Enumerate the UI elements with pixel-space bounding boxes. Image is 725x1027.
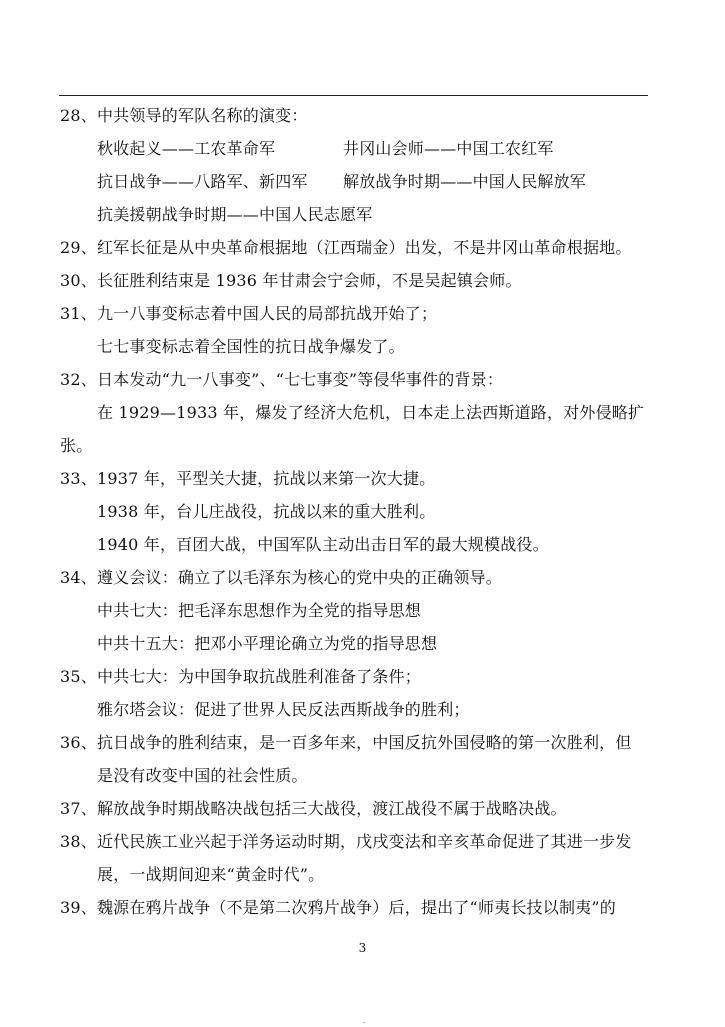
page-number: 3 [358, 941, 367, 955]
item-38: 38、近代民族工业兴起于洋务运动时期，戊戌变法和辛亥革命促进了其进一步发 [60, 832, 632, 851]
item-35-b: 雅尔塔会议：促进了世界人民反法西斯战争的胜利； [97, 700, 470, 719]
item-28-a: 秋收起义——工农革命军 [97, 139, 276, 158]
item-35: 35、中共七大：为中国争取抗战胜利准备了条件； [60, 667, 421, 686]
item-28-c: 抗日战争——八路军、新四军 [97, 172, 308, 191]
item-32-c: 张。 [60, 436, 93, 455]
item-34-b: 中共七大：把毛泽东思想作为全党的指导思想 [97, 601, 422, 620]
item-29: 29、红军长征是从中央革命根据地（江西瑞金）出发，不是井冈山革命根据地。 [60, 238, 632, 257]
item-28-e: 抗美援朝战争时期——中国人民志愿军 [97, 205, 373, 224]
item-31-b: 七七事变标志着全国性的抗日战争爆发了。 [97, 337, 405, 356]
item-33-b: 1938 年，台儿庄战役，抗战以来的重大胜利。 [97, 502, 436, 521]
item-28-title: 28、中共领导的军队名称的演变： [60, 106, 308, 125]
item-30: 30、长征胜利结束是 1936 年甘肃会宁会师，不是吴起镇会师。 [60, 271, 522, 290]
item-28-d: 解放战争时期——中国人民解放军 [343, 172, 587, 191]
item-31: 31、九一八事变标志着中国人民的局部抗战开始了； [60, 304, 438, 323]
item-28-b: 井冈山会师——中国工农红军 [343, 139, 554, 158]
item-37: 37、解放战争时期战略决战包括三大战役，渡江战役不属于战略决战。 [60, 799, 567, 818]
item-32-b: 在 1929—1933 年，爆发了经济大危机，日本走上法西斯道路，对外侵略扩 [97, 403, 645, 422]
footer-mark: - [363, 1018, 366, 1027]
item-34: 34、遵义会议：确立了以毛泽东为核心的党中央的正确领导。 [60, 568, 502, 587]
item-38-b: 展，一战期间迎来“黄金时代”。 [97, 865, 325, 884]
item-36: 36、抗日战争的胜利结束，是一百多年来，中国反抗外国侵略的第一次胜利，但 [60, 733, 632, 752]
item-39: 39、魏源在鸦片战争（不是第二次鸦片战争）后，提出了“师夷长技以制夷”的 [60, 898, 616, 917]
item-36-b: 是没有改变中国的社会性质。 [97, 766, 308, 785]
item-32: 32、日本发动“九一八事变”、“七七事变”等侵华事件的背景： [60, 370, 504, 389]
item-33: 33、1937 年，平型关大捷，抗战以来第一次大捷。 [60, 469, 436, 488]
item-33-c: 1940 年，百团大战，中国军队主动出击日军的最大规模战役。 [97, 535, 549, 554]
header-rule [59, 95, 648, 96]
item-34-c: 中共十五大：把邓小平理论确立为党的指导思想 [97, 634, 438, 653]
